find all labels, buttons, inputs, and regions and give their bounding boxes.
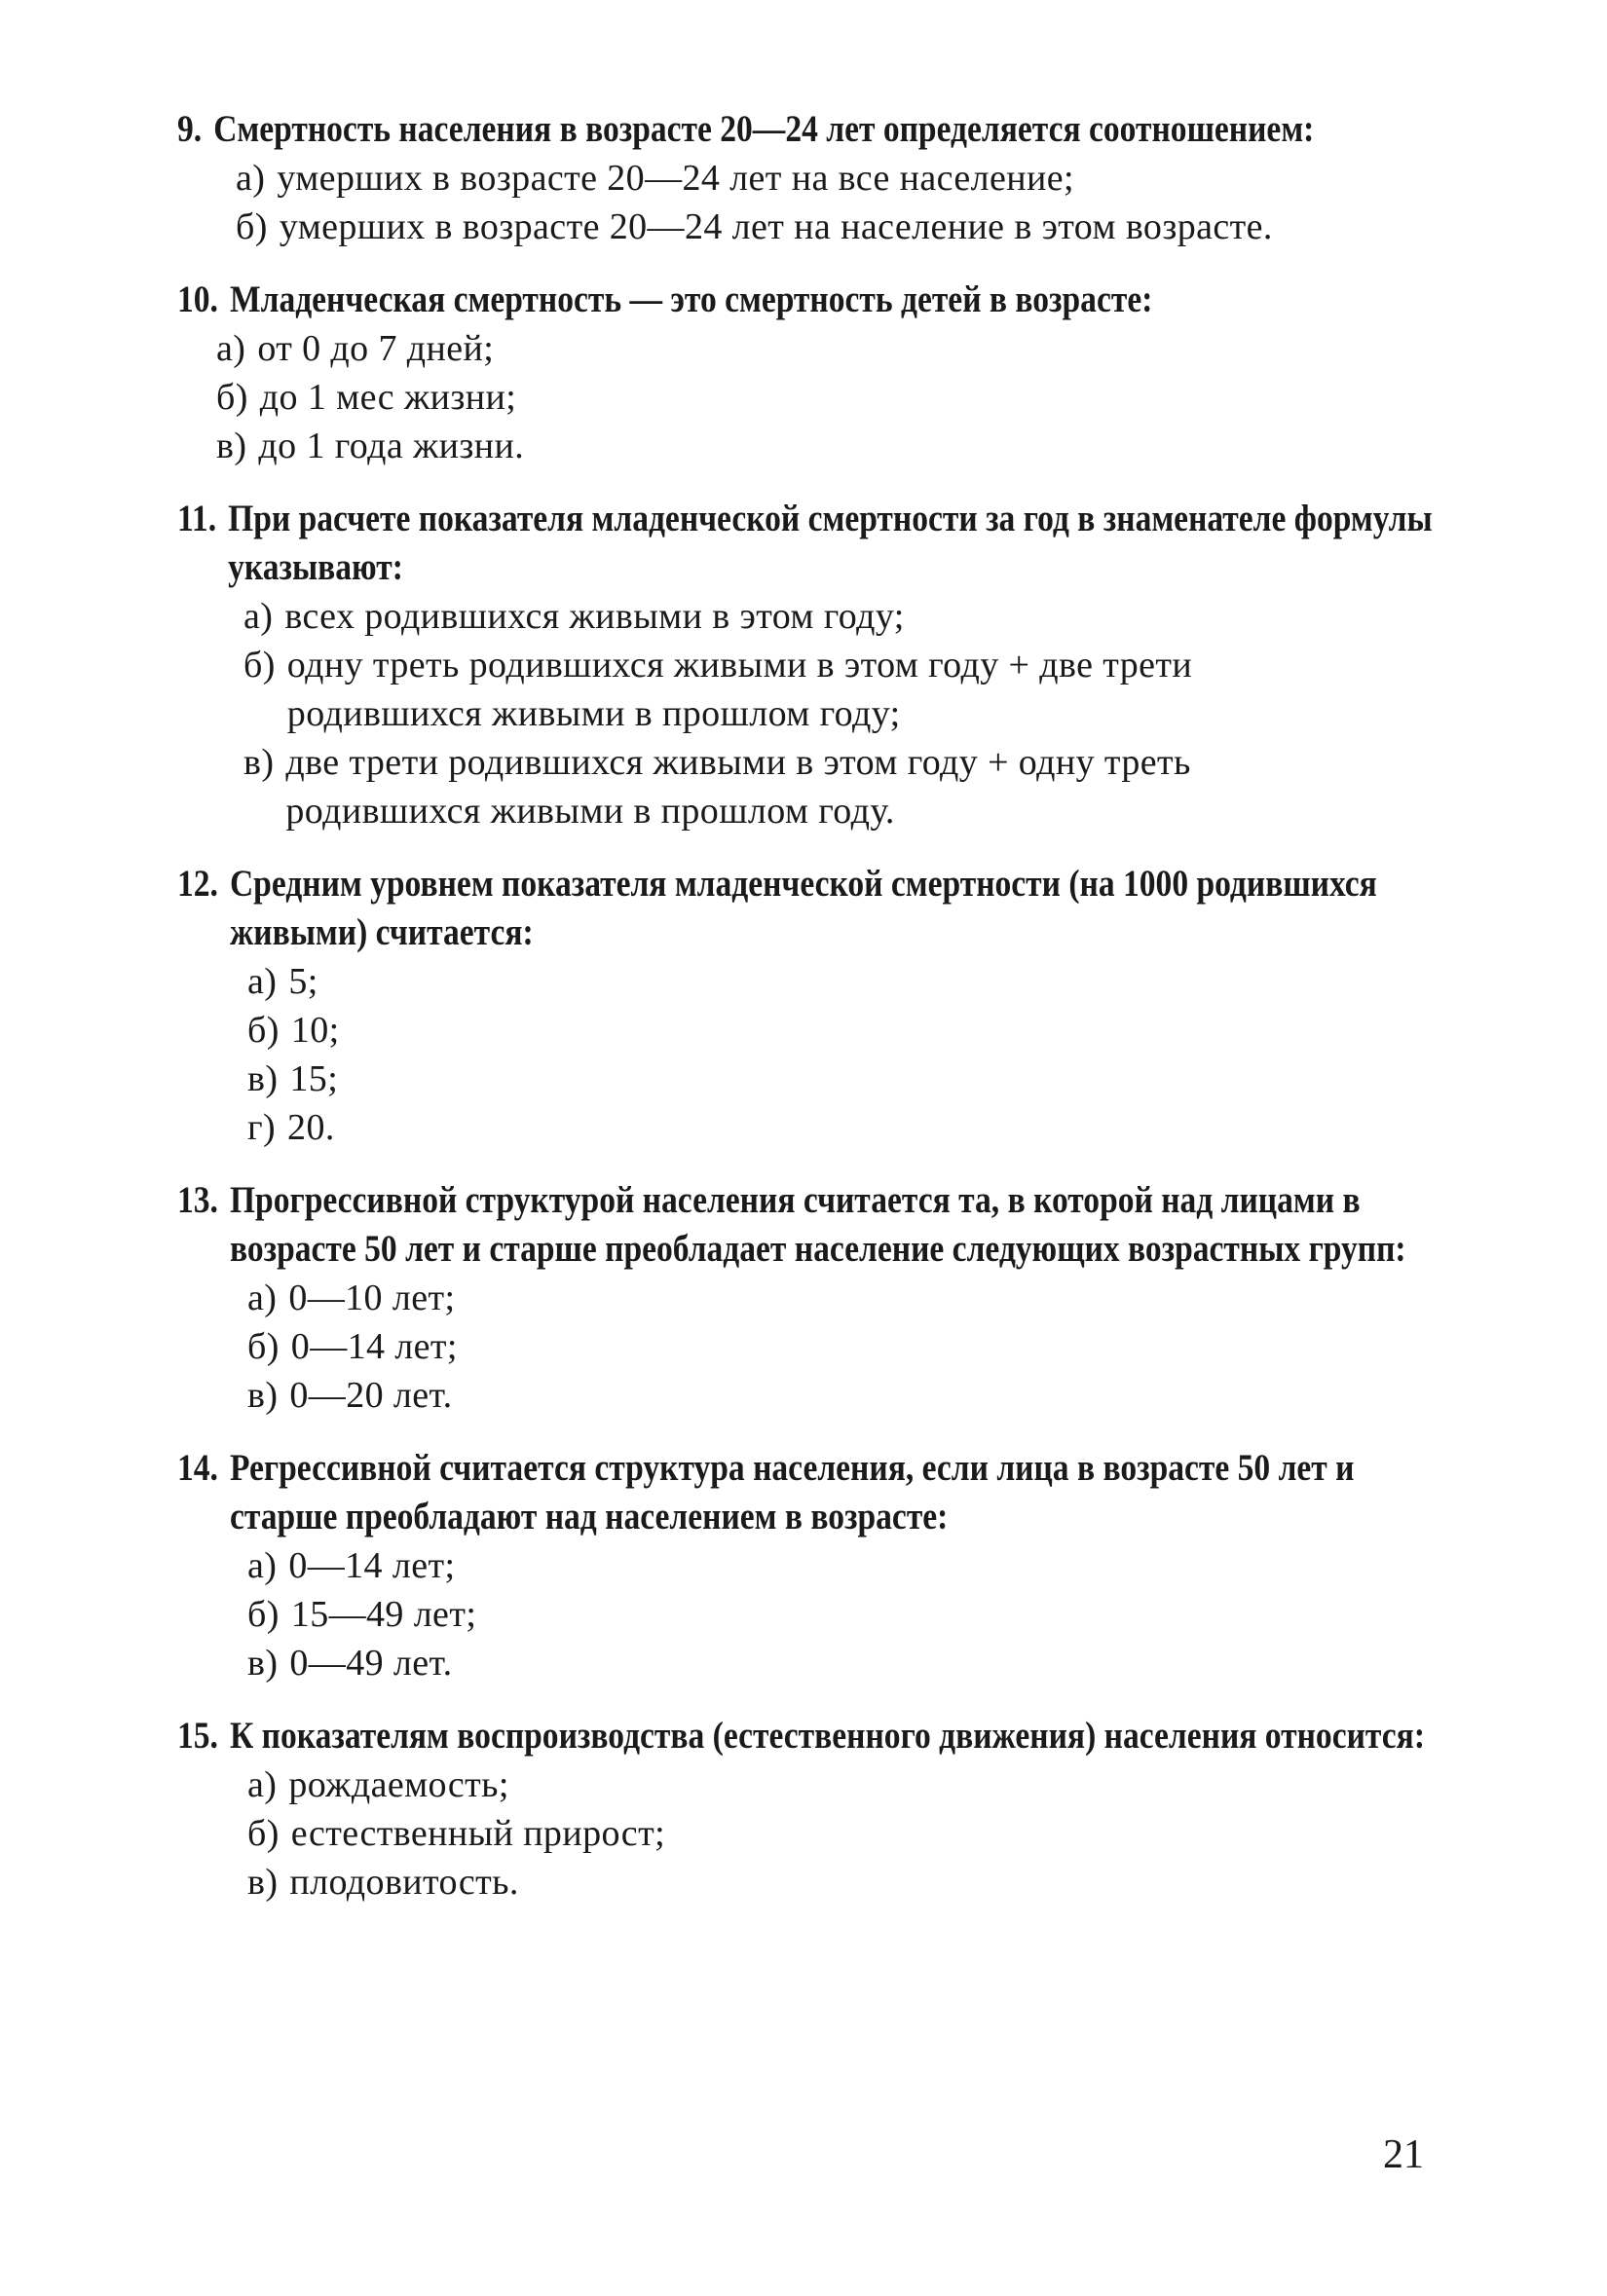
option-text: 0—20 лет.: [289, 1375, 453, 1416]
answer-option-b[interactable]: [247, 1322, 1443, 1371]
option-letter: б): [247, 1594, 280, 1635]
option-letter: в): [216, 426, 247, 466]
question-15: [177, 1712, 1443, 1907]
question-number: 14.: [177, 1447, 218, 1489]
option-letter: в): [247, 1643, 279, 1684]
option-text: плодовитость.: [289, 1862, 519, 1903]
answer-option-a[interactable]: [247, 1274, 1443, 1322]
question-13: [177, 1176, 1443, 1420]
question-number: 13.: [177, 1179, 218, 1221]
question-text: Смертность населения в возрасте 20—24 лет определяется соотношением:: [213, 108, 1315, 150]
question-text: К показателям воспроизводства (естественного движения) населения относится:: [229, 1715, 1425, 1757]
option-letter: в): [247, 1058, 279, 1099]
option-letter: б): [247, 1326, 280, 1367]
answer-options: [177, 592, 1315, 835]
option-text: рождаемость;: [288, 1764, 509, 1805]
answer-options: [177, 154, 1356, 251]
option-text: от 0 до 7 дней;: [257, 328, 495, 369]
option-text: одну треть родившихся живыми в этом году + две трети родившихся живыми в прошлом году;: [286, 645, 1193, 734]
option-text: до 1 мес жизни;: [259, 377, 517, 418]
question-number: 15.: [177, 1715, 218, 1757]
answer-option-b[interactable]: [216, 373, 1443, 422]
answer-option-b[interactable]: [236, 203, 1356, 251]
option-letter: б): [247, 1010, 280, 1051]
option-text: до 1 года жизни.: [258, 426, 525, 466]
option-text: две трети родившихся живыми в этом году + одну треть родившихся живыми в прошлом году.: [285, 742, 1191, 832]
answer-option-a[interactable]: [236, 154, 1356, 203]
question-stem: [177, 105, 1440, 154]
question-number: 11.: [177, 498, 217, 539]
option-letter: а): [216, 328, 246, 369]
option-text: естественный прирост;: [290, 1813, 666, 1854]
option-text: всех родившихся живыми в этом году;: [284, 596, 905, 637]
answer-option-a[interactable]: [216, 324, 1443, 373]
question-14: [177, 1444, 1443, 1687]
option-text: умерших в возрасте 20—24 лет на все население;: [277, 158, 1074, 199]
answer-option-b[interactable]: [247, 1006, 1443, 1055]
question-number: 12.: [177, 863, 218, 905]
question-stem: [177, 1176, 1440, 1274]
answer-option-c[interactable]: [247, 1858, 1443, 1907]
answer-option-a[interactable]: [243, 592, 1315, 641]
question-text: Регрессивной считается структура населения, если лица в возрасте 50 лет и старше преобладают над населением в возрасте:: [229, 1447, 1355, 1537]
answer-option-c[interactable]: [247, 1371, 1443, 1420]
answer-option-c[interactable]: [247, 1639, 1443, 1687]
answer-option-b[interactable]: [243, 641, 1315, 738]
option-letter: а): [247, 1764, 278, 1805]
question-number: 9.: [177, 108, 203, 150]
option-text: 5;: [288, 961, 318, 1002]
option-letter: б): [216, 377, 248, 418]
option-letter: б): [243, 645, 276, 685]
answer-option-d[interactable]: [247, 1103, 1443, 1152]
question-text: При расчете показателя младенческой смертности за год в знаменателе формулы указывают:: [228, 498, 1433, 588]
option-letter: в): [243, 742, 275, 783]
option-text: 20.: [287, 1107, 335, 1148]
question-number: 10.: [177, 278, 218, 320]
answer-option-a[interactable]: [247, 1541, 1443, 1590]
answer-option-c[interactable]: [247, 1055, 1443, 1103]
option-letter: б): [236, 206, 268, 247]
option-text: 0—49 лет.: [289, 1643, 453, 1684]
answer-options: [177, 1541, 1443, 1687]
answer-options: [177, 324, 1443, 470]
answer-option-c[interactable]: [243, 738, 1315, 835]
question-stem: [177, 860, 1440, 957]
question-11: [177, 495, 1443, 835]
question-stem: [177, 495, 1440, 592]
option-text: 0—14 лет;: [288, 1545, 456, 1586]
option-letter: а): [247, 1545, 278, 1586]
question-12: [177, 860, 1443, 1152]
option-letter: а): [247, 961, 278, 1002]
question-list: [177, 105, 1443, 1931]
question-stem: [177, 1444, 1440, 1541]
option-text: 15;: [289, 1058, 339, 1099]
question-stem: [177, 276, 1440, 324]
question-text: Средним уровнем показателя младенческой смертности (на 1000 родившихся живыми) считается:: [229, 863, 1377, 953]
option-letter: в): [247, 1862, 279, 1903]
option-text: умерших в возрасте 20—24 лет на население в этом возрасте.: [279, 206, 1273, 247]
answer-options: [177, 957, 1443, 1152]
answer-option-a[interactable]: [247, 957, 1443, 1006]
option-text: 0—10 лет;: [288, 1278, 456, 1318]
question-text: Прогрессивной структурой населения считается та, в которой над лицами в возрасте 50 лет и старше преобладает население следующих возрастных групп:: [229, 1179, 1406, 1270]
answer-option-b[interactable]: [247, 1590, 1443, 1639]
answer-option-a[interactable]: [247, 1760, 1443, 1809]
page-number: 21: [1383, 2132, 1424, 2177]
answer-options: [177, 1274, 1443, 1420]
option-letter: а): [243, 596, 274, 637]
question-stem: [177, 1712, 1440, 1760]
option-letter: г): [247, 1107, 277, 1148]
answer-options: [177, 1760, 1443, 1907]
option-letter: а): [247, 1278, 278, 1318]
option-letter: б): [247, 1813, 280, 1854]
option-letter: в): [247, 1375, 279, 1416]
question-text: Младенческая смертность — это смертность детей в возрасте:: [229, 278, 1153, 320]
option-text: 0—14 лет;: [290, 1326, 458, 1367]
answer-option-c[interactable]: [216, 422, 1443, 470]
answer-option-b[interactable]: [247, 1809, 1443, 1858]
question-10: [177, 276, 1443, 470]
option-letter: а): [236, 158, 266, 199]
option-text: 15—49 лет;: [290, 1594, 477, 1635]
question-9: [177, 105, 1443, 251]
option-text: 10;: [290, 1010, 340, 1051]
